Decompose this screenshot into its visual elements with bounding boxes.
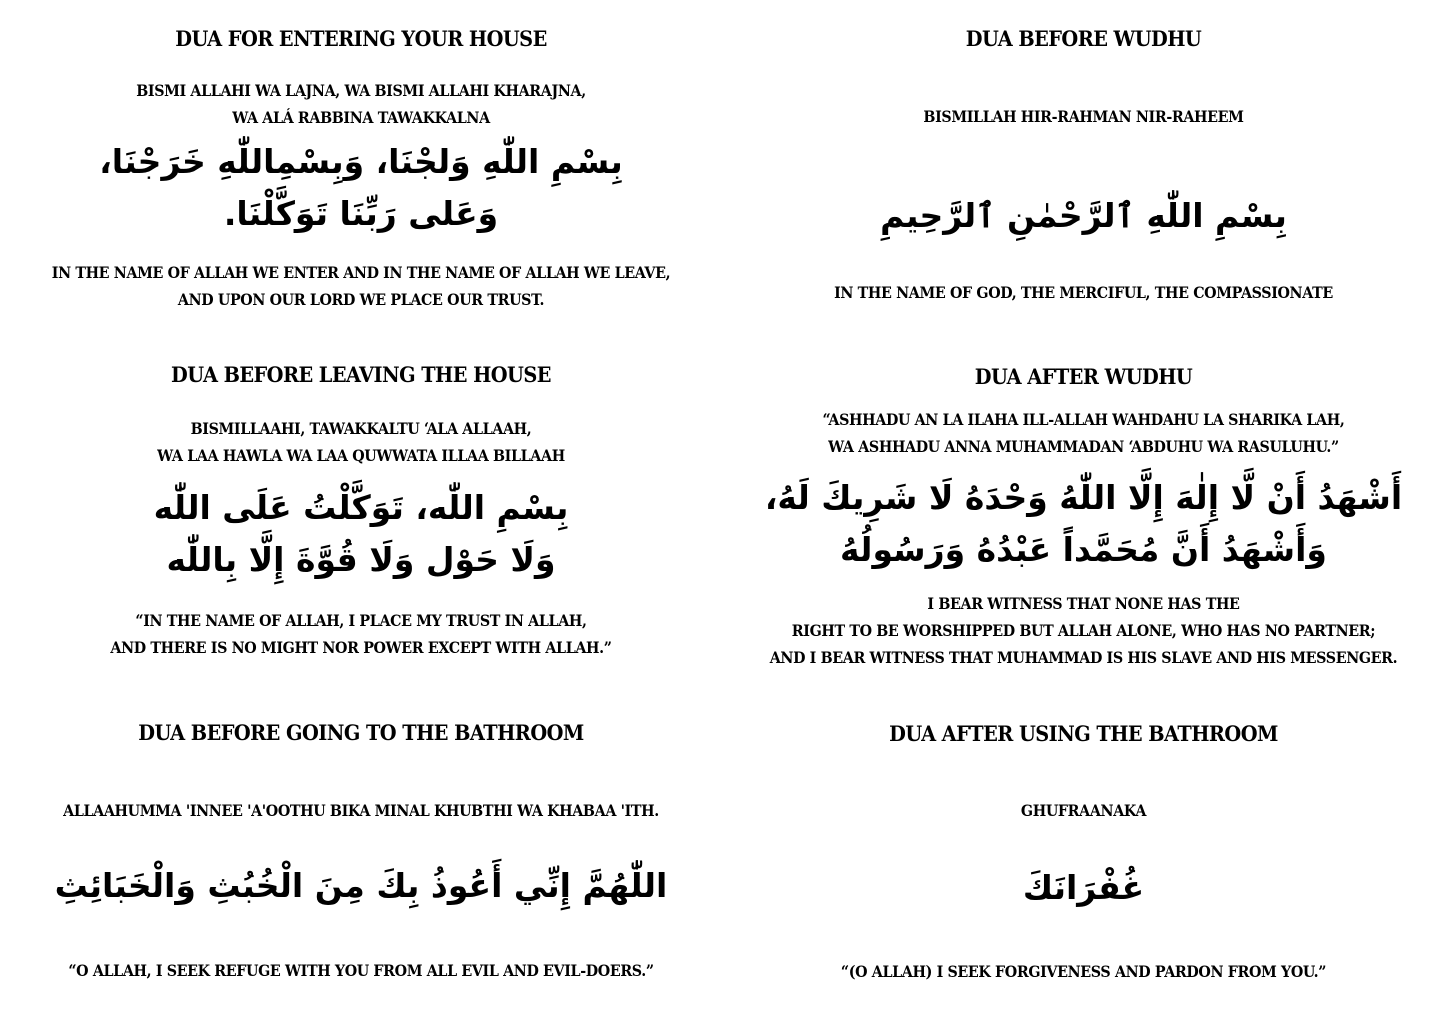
card-after-bathroom [722, 700, 1445, 1022]
translation-line: RIGHT TO BE WORSHIPPED BUT ALLAH ALONE, WHO HAS NO PARTNER; [791, 621, 1376, 640]
arabic-line: وَلَا حَوْل وَلَا قُوَّةَ إِلَّا بِاللّٰه [166, 540, 556, 579]
card-transliteration [29, 415, 693, 469]
transliteration-line: “ASHHADU AN LA ILAHA ILL-ALLAH WAHDAHU LA SHARIKA LAH, [822, 410, 1345, 429]
arabic-line: وَأَشْهَدُ أَنَّ مُحَمَّداً عَبْدُهُ وَرَسُولُهُ [840, 530, 1327, 569]
arabic-line: وَعَلى رَبِّنَا تَوَكَّلْنَا. [223, 194, 499, 233]
card-transliteration [29, 77, 693, 131]
translation-line: IN THE NAME OF ALLAH WE ENTER AND IN THE NAME OF ALLAH WE LEAVE, [51, 263, 671, 282]
card-before-wudhu [722, 0, 1445, 340]
translation-line: AND UPON OUR LORD WE PLACE OUR TRUST. [177, 290, 545, 309]
translation-line: IN THE NAME OF GOD, THE MERCIFUL, THE COMPASSIONATE [834, 283, 1333, 302]
card-title: DUA FOR ENTERING YOUR HOUSE [175, 26, 547, 51]
transliteration-line: WA LAA HAWLA WA LAA QUWWATA ILLAA BILLAAH [157, 446, 565, 465]
translation-line: “IN THE NAME OF ALLAH, I PLACE MY TRUST IN ALLAH, [135, 611, 587, 630]
transliteration-line: BISMILLAAHI, TAWAKKALTU ‘ALA ALLAAH, [190, 419, 532, 438]
card-transliteration [29, 797, 693, 824]
card-title: DUA BEFORE GOING TO THE BATHROOM [138, 720, 584, 745]
transliteration-line: BISMI ALLAHI WA LAJNA, WA BISMI ALLAHI KHARAJNA, [136, 81, 586, 100]
translation-line: AND I BEAR WITNESS THAT MUHAMMAD IS HIS SLAVE AND HIS MESSENGER. [769, 648, 1398, 667]
translation-line: “(O ALLAH) I SEEK FORGIVENESS AND PARDON FROM YOU.” [840, 962, 1327, 981]
card-translation [29, 607, 693, 661]
card-after-wudhu [722, 340, 1445, 700]
card-translation [29, 957, 693, 984]
arabic-line: أَشْهَدُ أَنْ لَّا إِلٰهَ إِلَّا اللّٰهُ وَحْدَهُ لَا شَرِيكَ لَهُ، [764, 478, 1403, 517]
transliteration-line: WA ALÁ RABBINA TAWAKKALNA [232, 108, 490, 127]
card-arabic-text [0, 482, 722, 586]
transliteration-line: GHUFRAANAKA [1020, 801, 1147, 820]
card-arabic-text [0, 136, 722, 240]
card-transliteration [751, 797, 1416, 824]
card-before-bathroom [0, 700, 722, 1022]
card-transliteration [751, 406, 1416, 460]
card-translation [29, 259, 693, 313]
arabic-line: بِسْمِ اللّٰهِ ٱلرَّحْمٰنِ ٱلرَّحِيمِ [880, 196, 1287, 235]
arabic-line: غُفْرَانَكَ [1022, 868, 1145, 907]
card-leaving-house [0, 340, 722, 700]
card-title: DUA AFTER WUDHU [974, 364, 1193, 389]
card-title: DUA BEFORE WUDHU [965, 26, 1202, 51]
card-title: DUA AFTER USING THE BATHROOM [889, 721, 1278, 746]
card-arabic-text [722, 862, 1445, 914]
arabic-line: بِسْمِ اللّٰهِ وَلجْنَا، وَبِسْمِاللّٰهِ خَرَجْنَا، [99, 142, 623, 181]
translation-line: I BEAR WITNESS THAT NONE HAS THE [927, 594, 1240, 613]
transliteration-line: ALLAAHUMMA 'INNEE 'A'OOTHU BIKA MINAL KHUBTHI WA KHABAA 'ITH. [63, 801, 659, 820]
card-title: DUA BEFORE LEAVING THE HOUSE [171, 362, 551, 387]
card-arabic-text [722, 190, 1445, 242]
card-translation [751, 279, 1416, 306]
translation-line: “O ALLAH, I SEEK REFUGE WITH YOU FROM ALL EVIL AND EVIL-DOERS.” [68, 961, 654, 980]
card-translation [751, 590, 1416, 671]
card-entering-house [0, 0, 722, 340]
translation-line: AND THERE IS NO MIGHT NOR POWER EXCEPT WITH ALLAH.” [110, 638, 612, 657]
transliteration-line: BISMILLAH HIR-RAHMAN NIR-RAHEEM [923, 107, 1244, 126]
card-arabic-text [0, 860, 722, 912]
card-translation [751, 958, 1416, 985]
transliteration-line: WA ASHHADU ANNA MUHAMMADAN ‘ABDUHU WA RASULUHU.” [828, 437, 1339, 456]
card-arabic-text [722, 472, 1445, 576]
card-transliteration [751, 103, 1416, 130]
arabic-line: بِسْمِ اللّٰه، تَوَكَّلْتُ عَلَى اللّٰه [153, 488, 569, 527]
arabic-line: اللّٰهُمَّ إِنِّي أَعُوذُ بِكَ مِنَ الْخُبُثِ وَالْخَبَائِثِ [54, 866, 668, 905]
